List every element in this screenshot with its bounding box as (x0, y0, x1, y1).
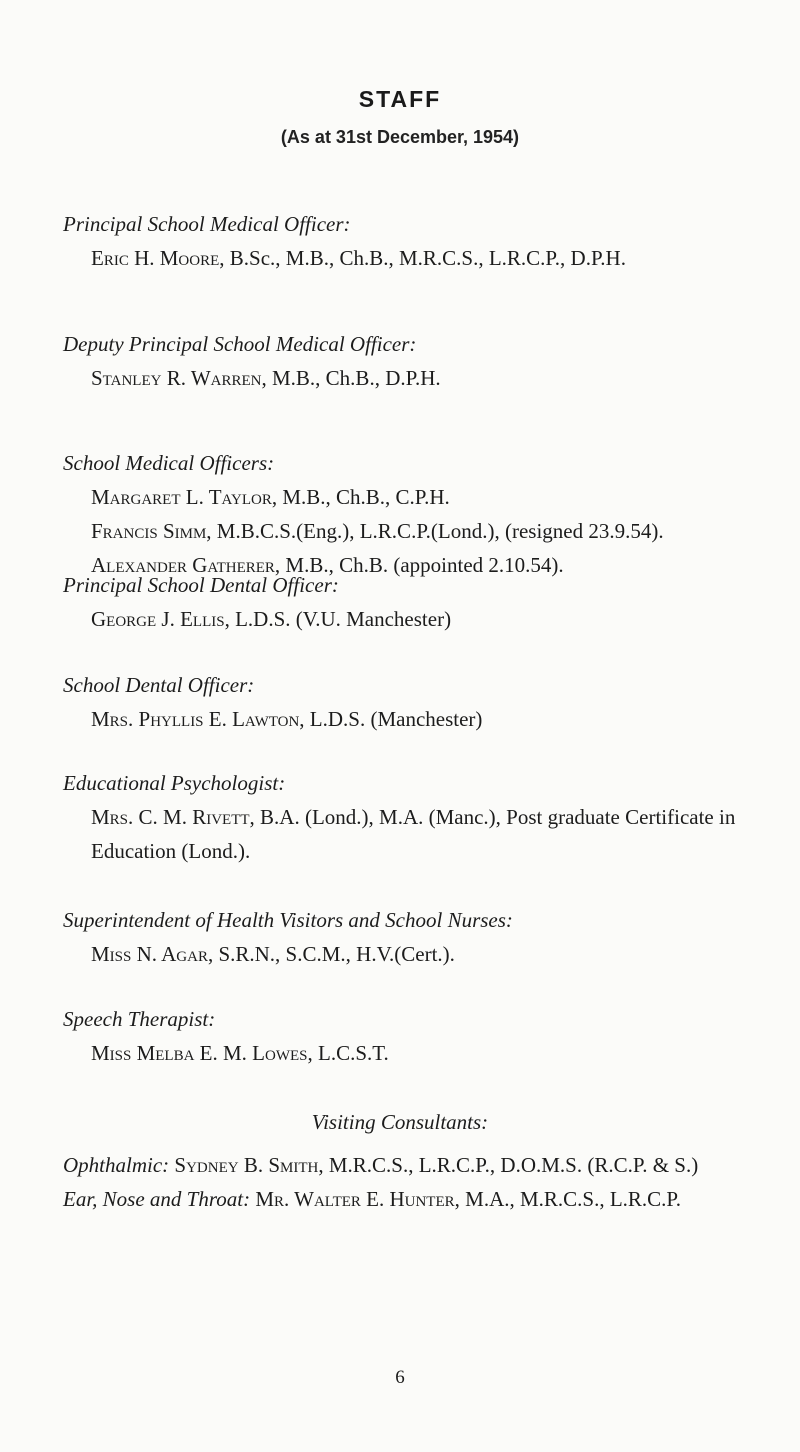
staff-qualifications: , L.D.S. (Manchester) (299, 707, 483, 731)
staff-name: Alexander Gatherer (91, 553, 275, 577)
consultant-qualifications: , M.A., M.R.C.S., L.R.C.P. (454, 1187, 682, 1211)
page-number: 6 (395, 1367, 405, 1388)
role-heading: Speech Therapist: (63, 1007, 216, 1031)
staff-entry (63, 937, 783, 971)
staff-section-educational-psychologist (63, 766, 783, 868)
role-heading: School Dental Officer: (63, 673, 255, 697)
staff-section-principal-dental-officer (63, 568, 783, 636)
staff-entry (63, 480, 783, 514)
staff-entry (63, 602, 783, 636)
consultant-qualifications: , M.R.C.S., L.R.C.P., D.O.M.S. (R.C.P. & S.) (318, 1153, 699, 1177)
staff-qualifications: , M.B.C.S.(Eng.), L.R.C.P.(Lond.), (resigned 23.9.54). (206, 519, 664, 543)
staff-name: Mrs. C. M. Rivett (91, 805, 250, 829)
role-heading: Principal School Medical Officer: (63, 212, 351, 236)
staff-name: Miss Melba E. M. Lowes (91, 1041, 308, 1065)
role-heading: Educational Psychologist: (63, 771, 286, 795)
role-heading: Superintendent of Health Visitors and School Nurses: (63, 908, 513, 932)
staff-section-deputy-medical-officer (63, 327, 783, 395)
staff-entry (63, 702, 783, 736)
role-heading: School Medical Officers: (63, 451, 275, 475)
staff-section-superintendent-health-visitors (63, 903, 783, 971)
staff-qualifications: , B.Sc., M.B., Ch.B., M.R.C.S., L.R.C.P., D.P.H. (219, 246, 626, 270)
staff-entry (63, 800, 783, 868)
staff-name: Miss N. Agar (91, 942, 208, 966)
staff-qualifications: , M.B., Ch.B. (appointed 2.10.54). (274, 553, 564, 577)
role-heading: Principal School Dental Officer: (63, 573, 339, 597)
staff-qualifications: , L.D.S. (V.U. Manchester) (224, 607, 452, 631)
staff-qualifications: , S.R.N., S.C.M., H.V.(Cert.). (207, 942, 455, 966)
role-heading: Deputy Principal School Medical Officer: (63, 332, 417, 356)
consultant-name: Mr. Walter E. Hunter (255, 1187, 455, 1211)
consultant-entry-ophthalmic (63, 1153, 783, 1178)
staff-qualifications: , M.B., Ch.B., D.P.H. (261, 366, 441, 390)
consultant-specialty: Ear, Nose and Throat: (63, 1187, 251, 1211)
staff-name: Stanley R. Warren (91, 366, 262, 390)
consultant-name: Sydney B. Smith (174, 1153, 319, 1177)
consultant-specialty: Ophthalmic: (63, 1153, 170, 1177)
staff-name: George J. Ellis (91, 607, 225, 631)
staff-section-school-medical-officers (63, 446, 783, 582)
staff-entry (63, 241, 783, 275)
page-title: STAFF (358, 86, 442, 112)
consultant-entry-ent (63, 1187, 783, 1212)
staff-entry (63, 1036, 783, 1070)
page-subtitle: (As at 31st December, 1954) (280, 127, 520, 147)
staff-section-speech-therapist (63, 1002, 783, 1070)
staff-name: Francis Simm (91, 519, 207, 543)
staff-name: Margaret L. Taylor (91, 485, 272, 509)
visiting-consultants-heading: Visiting Consultants: (311, 1110, 489, 1134)
staff-section-school-dental-officer (63, 668, 783, 736)
staff-entry (63, 361, 783, 395)
staff-name: Mrs. Phyllis E. Lawton (91, 707, 300, 731)
staff-qualifications: , B.A. (Lond.), M.A. (Manc.), Post graduate Certificate in Education (Lond.). (91, 805, 736, 863)
staff-section-principal-medical-officer (63, 207, 783, 275)
staff-qualifications: , L.C.S.T. (307, 1041, 389, 1065)
staff-name: Eric H. Moore (91, 246, 220, 270)
staff-entry (63, 514, 783, 548)
staff-qualifications: , M.B., Ch.B., C.P.H. (271, 485, 450, 509)
